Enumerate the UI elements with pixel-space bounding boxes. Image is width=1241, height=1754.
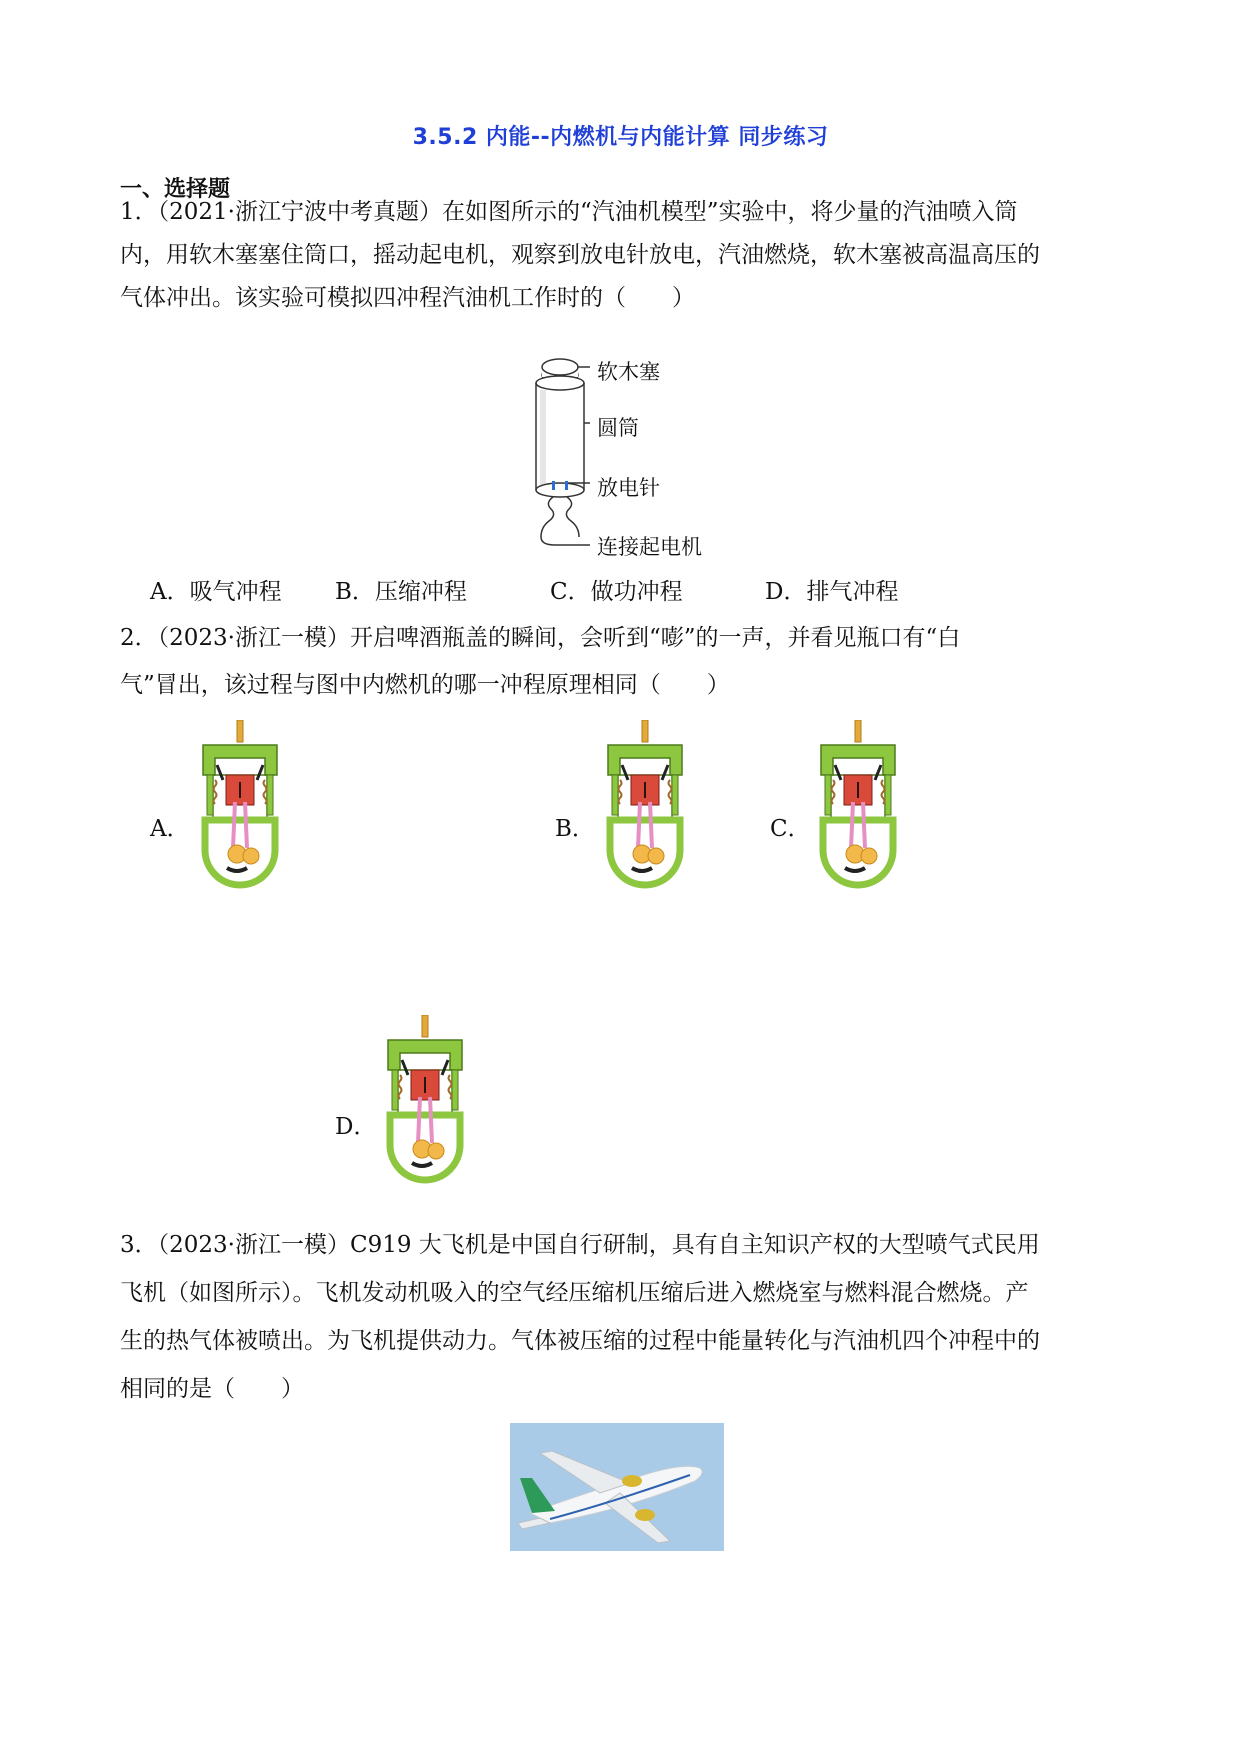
q1-option-b: B．压缩冲程 (335, 579, 467, 605)
q1-line-1: 1．（2021·浙江宁波中考真题）在如图所示的“汽油机模型”实验中，将少量的汽油喷入筒 (120, 199, 1018, 225)
q2-line-2: 气”冒出，该过程与图中内燃机的哪一冲程原理相同（ ） (120, 672, 730, 698)
engine-diagram-c (808, 720, 908, 890)
engine-diagram-b (595, 720, 695, 890)
q2-option-a-label: A． (150, 816, 190, 842)
q1-option-a: A．吸气冲程 (150, 579, 282, 605)
q2-line-1: 2．（2023·浙江一模）开启啤酒瓶盖的瞬间，会听到“嘭”的一声，并看见瓶口有“白 (120, 625, 961, 651)
q3-line-4: 相同的是（ ） (120, 1376, 304, 1402)
page-title: 3.5.2 内能--内燃机与内能计算 同步练习 (412, 125, 829, 150)
q1-line-2: 内，用软木塞塞住筒口，摇动起电机，观察到放电针放电，汽油燃烧，软木塞被高温高压的 (120, 242, 1040, 268)
engine-diagram-a (190, 720, 290, 890)
q1-option-d: D．排气冲程 (765, 579, 899, 605)
c919-airplane-photo (510, 1423, 724, 1551)
q1-option-c: C．做功冲程 (550, 579, 683, 605)
q3-line-1: 3．（2023·浙江一模）C919 大飞机是中国自行研制，具有自主知识产权的大型喷气式民用 (120, 1232, 1040, 1258)
q2-option-b-label: B． (555, 816, 595, 842)
label-cork: 软木塞 (597, 360, 660, 384)
label-connect-generator: 连接起电机 (597, 535, 702, 559)
q2-option-d-label: D． (335, 1114, 377, 1140)
q1-line-3: 气体冲出。该实验可模拟四冲程汽油机工作时的（ ） (120, 285, 695, 311)
q2-option-c-label: C． (770, 816, 811, 842)
q3-line-2: 飞机（如图所示）。飞机发动机吸入的空气经压缩机压缩后进入燃烧室与燃料混合燃烧。产 (120, 1280, 1029, 1306)
section-heading: 一、选择题 (120, 177, 231, 202)
label-discharge-needle: 放电针 (597, 476, 660, 500)
engine-diagram-d (375, 1015, 475, 1185)
q3-line-3: 生的热气体被喷出。为飞机提供动力。气体被压缩的过程中能量转化与汽油机四个冲程中的 (120, 1328, 1040, 1354)
label-cylinder: 圆筒 (597, 416, 639, 440)
